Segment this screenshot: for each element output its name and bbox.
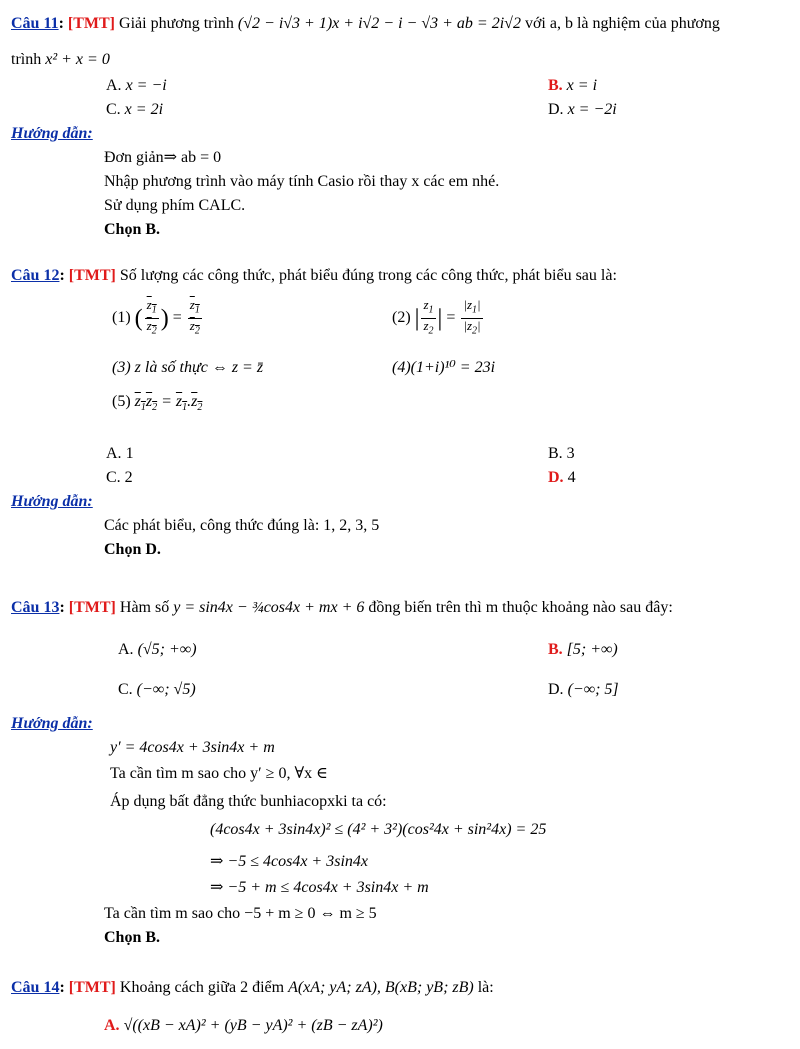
q11-text-b: với a, b là nghiệm của phương [524, 15, 720, 32]
q12-label: Câu 12 [11, 267, 60, 284]
q14-option-a: A. √((xB − xA)² + (yB − yA)² + (zB − zA)²) [104, 1017, 383, 1034]
q13-equation: y = sin4x − ¾cos4x + mx + 6 [173, 599, 365, 616]
q13-guide-4: (4cos4x + 3sin4x)² ≤ (4² + 3²)(cos²4x + sin²4x) = 25 [210, 821, 547, 838]
q13-guide-7: Ta cần tìm m sao cho −5 + m ≥ 0 ⇔ m ≥ 5 [104, 905, 377, 922]
q12-text: Số lượng các công thức, phát biểu đúng trong các công thức, phát biểu sau là: [119, 267, 617, 284]
q13-guide-5: ⇒ −5 ≤ 4cos4x + 3sin4x [210, 853, 368, 870]
q11-option-c: C. x = 2i [106, 101, 164, 118]
q11-equation: (√2 − i√3 + 1)x + i√2 − i − √3 + ab = 2i√2 [237, 15, 521, 32]
q13-answer: Chọn B. [104, 929, 161, 946]
q13-guide-2: Ta cần tìm m sao cho y′ ≥ 0, ∀x ∈ [110, 765, 328, 782]
q14-text-b: là: [477, 979, 494, 996]
q13-option-b: B. [5; +∞) [548, 641, 618, 658]
q14-tag: [TMT] [68, 979, 116, 996]
q12-option-c: C. 2 [106, 469, 133, 486]
q12-formula-4: (4)(1+i)¹⁰ = 23i [392, 359, 496, 376]
q12-answer: Chọn D. [104, 541, 161, 558]
q11-guide-label: Hướng dẫn: [11, 125, 93, 142]
q14-stem: Câu 14: [TMT] Khoảng cách giữa 2 điểm A(xA; yA; zA), B(xB; yB; zB) là: [11, 979, 494, 996]
q11-stem-line2 [11, 50, 110, 70]
q11-option-b: B. x = i [548, 77, 598, 94]
q13-stem: Câu 13: [TMT] Hàm số y = sin4x − ¾cos4x + mx + 6 đồng biến trên thì m thuộc khoảng nào sau đây: [11, 599, 673, 616]
q11-text-a: Giải phương trình [119, 15, 234, 32]
q13-guide-3: Áp dụng bất đẳng thức bunhiacopxki ta có: [110, 793, 387, 810]
q11-tag: [TMT] [67, 15, 116, 32]
q11-guide-2: Nhập phương trình vào máy tính Casio rồi thay x các em nhé. [104, 173, 500, 190]
q12-formula-5: (5) $z_1z_2 = z_1.z_2$ [112, 393, 203, 414]
q11-option-a: A. x = −i [106, 77, 167, 94]
q11-label: Câu 11 [11, 15, 59, 32]
q12-option-a: A. 1 [106, 445, 134, 462]
q11-guide-1: Đơn giản⇒ ab = 0 [104, 149, 222, 166]
q12-option-b: B. 3 [548, 445, 575, 462]
q14-points: A(xA; yA; zA), B(xB; yB; zB) [288, 979, 474, 996]
q13-option-c: C. (−∞; √5) [118, 681, 196, 698]
q11-equation-2: x² + x = 0 [45, 51, 110, 68]
q13-tag: [TMT] [68, 599, 116, 616]
q12-formula-2: (2) | $\frac{z_1}{z_2}$ | = $\frac{|z_1|}{|z_2|}$ [392, 297, 481, 337]
q14-text-a: Khoảng cách giữa 2 điểm [119, 979, 285, 996]
q13-text-b: đồng biến trên thì m thuộc khoảng nào sau đây: [368, 599, 673, 616]
q11-answer: Chọn B. [104, 221, 161, 238]
q12-formula-3: (3) z là số thực ⇔ z = z̄ [112, 359, 264, 376]
q12-option-d: D. 4 [548, 469, 576, 486]
q11-stem: Câu 11: [TMT] Giải phương trình (√2 − i√3 + 1)x + i√2 − i − √3 + ab = 2i√2 với a, b là nghiệm của phương [11, 15, 720, 32]
q12-tag: [TMT] [68, 267, 116, 284]
q14-label: Câu 14 [11, 979, 60, 996]
q11-option-d: D. x = −2i [548, 101, 617, 118]
q13-label: Câu 13 [11, 599, 60, 616]
q13-guide-6: ⇒ −5 + m ≤ 4cos4x + 3sin4x + m [210, 879, 429, 896]
q11-guide-3: Sử dụng phím CALC. [104, 197, 246, 214]
q11-line2-text: trình [11, 51, 42, 68]
q13-option-d: D. (−∞; 5] [548, 681, 619, 698]
q13-text-a: Hàm số [119, 599, 170, 616]
q12-guide-label: Hướng dẫn: [11, 493, 93, 510]
q12-stem: Câu 12: [TMT] Số lượng các công thức, phát biểu đúng trong các công thức, phát biểu sau là: [11, 267, 617, 284]
q12-formula-1: (1) ( $\frac{z_1}{z_2}$ ) = $\frac{z_1}{z_2}$ [112, 297, 200, 337]
q13-option-a: A. (√5; +∞) [118, 641, 197, 658]
q13-guide-1: y′ = 4cos4x + 3sin4x + m [110, 739, 275, 756]
q13-guide-label: Hướng dẫn: [11, 715, 93, 732]
q12-guide-1: Các phát biểu, công thức đúng là: 1, 2, 3, 5 [104, 517, 380, 534]
